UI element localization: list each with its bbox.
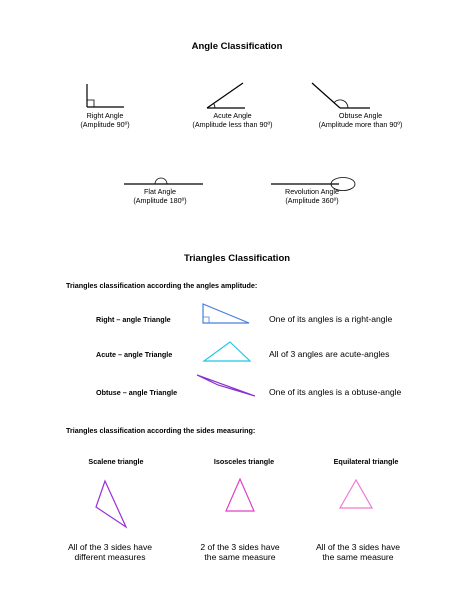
sides-heading: Triangles classification according the sides measuring: (66, 426, 256, 435)
isosceles-desc-line2: the same measure (204, 552, 276, 563)
right-angle-figure (86, 84, 126, 108)
right-angle-caption (55, 111, 155, 129)
isosceles-desc-line1: 2 of the 3 sides have (200, 542, 280, 552)
scalene-desc-line1: All of the 3 sides have (67, 542, 153, 552)
acute-angle-name: Acute Angle (213, 111, 252, 120)
obtuse-triangle-label: Obtuse – angle Triangle (96, 388, 178, 397)
obtuse-angle-name: Obtuse Angle (338, 111, 383, 120)
acute-angle-figure (207, 82, 247, 110)
revolution-angle-name: Revolution Angle (285, 187, 339, 196)
revolution-angle-amplitude: (Amplitude 360º) (285, 196, 339, 205)
scalene-desc (50, 542, 170, 563)
obtuse-triangle-shape (196, 374, 258, 398)
equilateral-desc-line1: All of the 3 sides have (315, 542, 401, 552)
right-triangle-shape (202, 303, 252, 325)
flat-angle-amplitude: (Amplitude 180º) (133, 196, 187, 205)
equilateral-desc (298, 542, 418, 563)
scalene-label: Scalene triangle (88, 457, 144, 466)
equilateral-label: Equilateral triangle (333, 457, 399, 466)
scalene-triangle-shape (95, 480, 129, 530)
isosceles-desc (180, 542, 300, 563)
obtuse-triangle-desc: One of its angles is a obtuse-angle (269, 387, 402, 397)
obtuse-angle-caption (303, 111, 418, 129)
acute-triangle-desc: All of 3 angles are acute-angles (269, 349, 390, 359)
angle-section-title: Angle Classification (191, 41, 283, 52)
right-triangle-desc: One of its angles is a right-angle (269, 314, 393, 324)
flat-angle-figure (124, 174, 204, 188)
revolution-angle-caption (262, 187, 362, 205)
obtuse-angle-amplitude: (Amplitude more than 90º) (318, 120, 403, 129)
equilateral-triangle-shape (339, 479, 375, 511)
acute-angle-caption (175, 111, 290, 129)
acute-triangle-label: Acute – angle Triangle (96, 350, 173, 359)
right-angle-amplitude: (Amplitude 90º) (80, 120, 130, 129)
right-angle-name: Right Angle (86, 111, 124, 120)
acute-angle-amplitude: (Amplitude less than 90º) (192, 120, 273, 129)
isosceles-label: Isosceles triangle (213, 457, 275, 466)
equilateral-desc-line2: the same measure (322, 552, 394, 563)
triangles-section-title: Triangles Classification (183, 253, 291, 264)
obtuse-angle-figure (312, 82, 372, 110)
flat-angle-name: Flat Angle (144, 187, 176, 196)
scalene-desc-line2: different measures (74, 552, 146, 563)
isosceles-triangle-shape (225, 478, 257, 514)
acute-triangle-shape (203, 341, 253, 363)
angles-heading: Triangles classification according the angles amplitude: (66, 281, 258, 290)
flat-angle-caption (115, 187, 205, 205)
right-triangle-label: Right – angle Triangle (96, 315, 171, 324)
